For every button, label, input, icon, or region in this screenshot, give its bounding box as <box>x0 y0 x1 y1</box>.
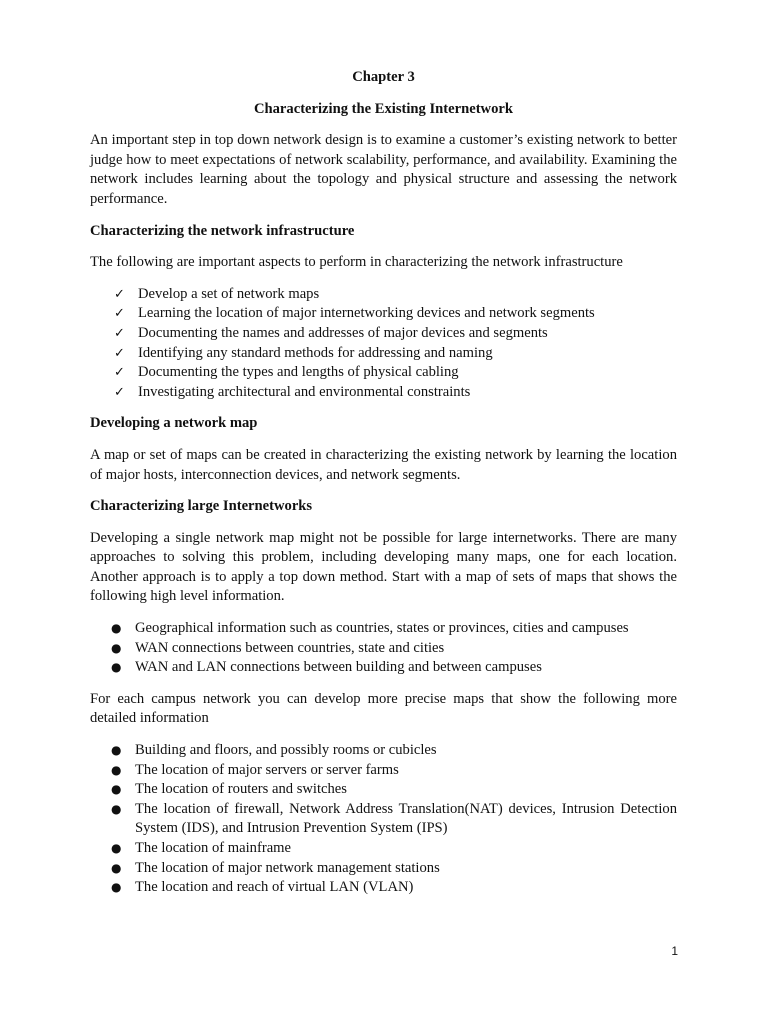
intro-paragraph: An important step in top down network design is to examine a customer’s existing network to better judge how to meet expectations of network scalability, performance, and availability. Examining the network includes learning about the topology and physical structure and assessing the network performance. <box>90 132 677 207</box>
list-item <box>90 344 677 364</box>
infrastructure-lead: The following are important aspects to perform in characterizing the network infrastructure <box>90 254 623 271</box>
checkmark-icon: ✓ <box>114 345 125 361</box>
network-map-heading: Developing a network map <box>90 415 258 432</box>
list-item <box>90 859 677 879</box>
checkmark-icon: ✓ <box>114 384 125 400</box>
bullet-icon: ● <box>111 743 122 758</box>
network-map-paragraph: A map or set of maps can be created in characterizing the existing network by learning the location of major hosts, interconnection devices, and network segments. <box>90 446 677 483</box>
list-item-text: The location of firewall, Network Address Translation(NAT) devices, Intrusion Detection System (IDS), and Intrusion Prevention System (IPS) <box>135 800 677 837</box>
bullet-icon: ● <box>111 640 122 655</box>
bullet-icon: ● <box>111 621 122 636</box>
infrastructure-checklist <box>90 285 677 403</box>
list-item <box>90 383 677 403</box>
bullet-icon: ● <box>111 841 122 855</box>
bullet-icon: ● <box>111 762 122 777</box>
list-item <box>90 658 677 678</box>
list-item-text: The location of mainframe <box>135 840 292 856</box>
chapter-title: Characterizing the Existing Internetwork <box>253 100 513 117</box>
document-page <box>90 68 677 910</box>
list-item-text: Develop a set of network maps <box>138 285 320 302</box>
list-item <box>90 363 677 383</box>
page-number: 1 <box>671 944 678 958</box>
list-item-text: WAN connections between countries, state and cities <box>135 639 445 656</box>
campus-lead-paragraph: For each campus network you can develop more precise maps that show the following more detailed information <box>90 690 677 727</box>
list-item <box>90 324 677 344</box>
list-item-text: The location of major servers or server farms <box>135 761 399 778</box>
bullet-icon: ● <box>111 782 122 797</box>
list-item <box>90 780 677 800</box>
list-item <box>90 839 677 859</box>
list-item-text: Investigating architectural and environmental constraints <box>138 383 471 400</box>
list-item-text: Geographical information such as countries, states or provinces, cities and campuses <box>135 620 629 637</box>
list-item-text: Identifying any standard methods for addressing and naming <box>138 344 493 361</box>
high-level-info-list <box>90 619 677 678</box>
bullet-icon: ● <box>111 880 122 895</box>
checkmark-icon: ✓ <box>114 306 125 322</box>
list-item <box>90 741 677 761</box>
list-item-text: Documenting the types and lengths of physical cabling <box>138 364 459 381</box>
list-item-text: The location of major network management stations <box>135 859 440 876</box>
checkmark-icon: ✓ <box>114 365 125 381</box>
list-item <box>90 285 677 305</box>
list-item-text: WAN and LAN connections between building and between campuses <box>135 659 542 676</box>
bullet-icon: ● <box>111 801 122 816</box>
list-item-text: The location of routers and switches <box>135 781 347 798</box>
list-item <box>90 304 677 324</box>
bullet-icon: ● <box>111 660 122 675</box>
list-item-text: Building and floors, and possibly rooms or cubicles <box>135 742 437 759</box>
infrastructure-heading: Characterizing the network infrastructure <box>90 222 355 239</box>
list-item <box>90 878 677 898</box>
list-item <box>90 639 677 659</box>
checkmark-icon: ✓ <box>114 325 125 341</box>
list-item <box>90 619 677 639</box>
chapter-label: Chapter 3 <box>352 69 415 85</box>
list-item <box>90 800 677 839</box>
large-internetworks-heading: Characterizing large Internetworks <box>90 498 313 515</box>
campus-detail-list <box>90 741 677 898</box>
list-item-text: The location and reach of virtual LAN (VLAN) <box>135 879 414 896</box>
bullet-icon: ● <box>111 860 122 875</box>
checkmark-icon: ✓ <box>114 286 125 302</box>
list-item-text: Learning the location of major internetworking devices and network segments <box>138 305 595 322</box>
large-internetworks-paragraph: Developing a single network map might not be possible for large internetworks. There are many approaches to solving this problem, including developing many maps, one for each location. Another approach is to apply a top down method. Start with a map of sets of maps that shows the following high level information. <box>90 529 677 605</box>
list-item-text: Documenting the names and addresses of major devices and segments <box>138 324 548 341</box>
list-item <box>90 761 677 781</box>
